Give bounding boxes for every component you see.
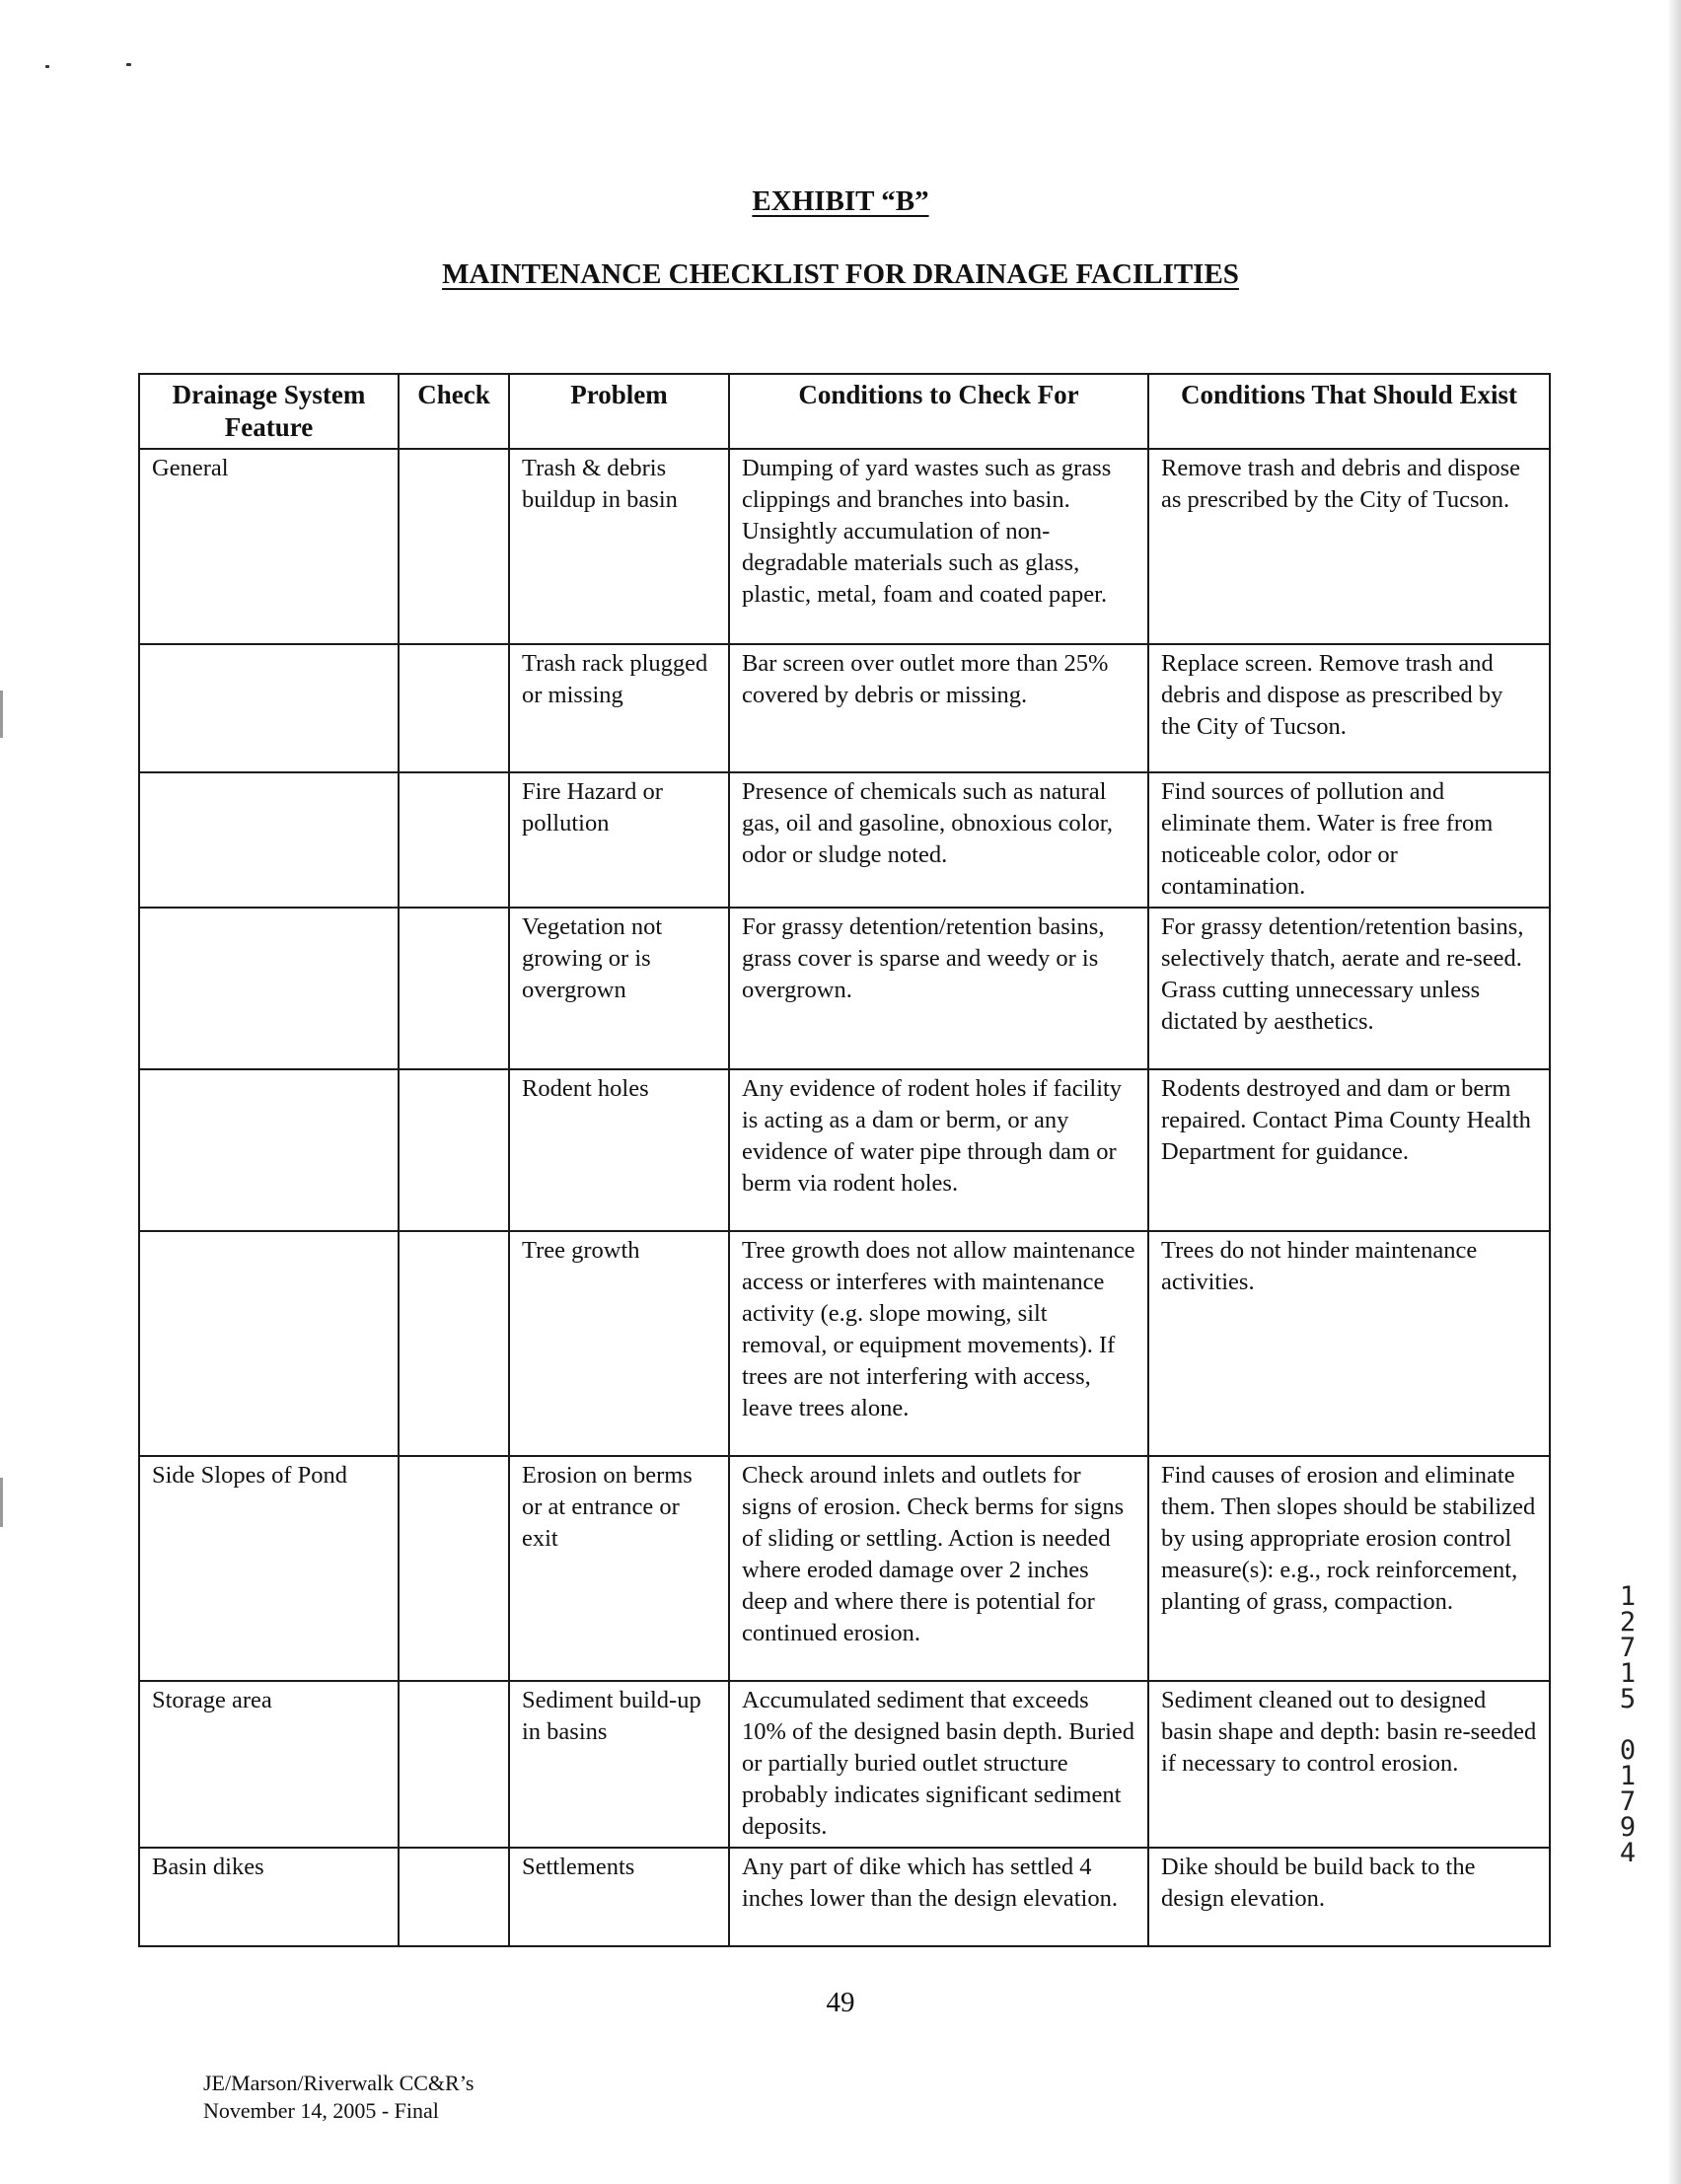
page-number: 49: [826, 1987, 855, 2018]
document-footer: [203, 2070, 474, 2125]
problem-cell: Vegetation not growing or is overgrown: [509, 908, 729, 1069]
feature-cell: [139, 908, 399, 1069]
check-cell: [399, 1456, 509, 1681]
problem-cell: Tree growth: [509, 1231, 729, 1456]
check-for-cell: Bar screen over outlet more than 25% covered by debris or missing.: [729, 644, 1148, 772]
should-exist-cell: Remove trash and debris and dispose as prescribed by the City of Tucson.: [1148, 449, 1550, 644]
stamp-digit: 4: [1619, 1838, 1637, 1868]
scan-edge-mark: [0, 1478, 3, 1527]
header-conditions-to-check: Conditions to Check For: [729, 374, 1148, 449]
stamp-digit: 9: [1619, 1812, 1637, 1843]
should-exist-cell: Dike should be build back to the design elevation.: [1148, 1848, 1550, 1946]
table-row: [139, 772, 1550, 908]
check-for-cell: For grassy detention/retention basins, grass cover is sparse and weedy or is overgrown.: [729, 908, 1148, 1069]
maintenance-checklist-table: [138, 373, 1551, 1947]
check-for-cell: Tree growth does not allow maintenance access or interferes with maintenance activity (e.g. slope mowing, silt removal, or equipment movements). If trees are not interfering with access, leave trees alone.: [729, 1231, 1148, 1456]
should-exist-cell: Find causes of erosion and eliminate them. Then slopes should be stabilized by using appropriate erosion control measure(s): e.g., rock reinforcement, planting of grass, compaction.: [1148, 1456, 1550, 1681]
header-problem: Problem: [509, 374, 729, 449]
feature-cell: Side Slopes of Pond: [139, 1456, 399, 1681]
table-row: [139, 1069, 1550, 1231]
stamp-digit: 5: [1619, 1684, 1637, 1714]
should-exist-cell: Rodents destroyed and dam or berm repaired. Contact Pima County Health Department for guidance.: [1148, 1069, 1550, 1231]
feature-cell: [139, 644, 399, 772]
table-row: [139, 1231, 1550, 1456]
stamp-digit: 1: [1619, 1658, 1637, 1689]
should-exist-cell: Find sources of pollution and eliminate them. Water is free from noticeable color, odor or contamination.: [1148, 772, 1550, 908]
check-cell: [399, 1848, 509, 1946]
check-cell: [399, 908, 509, 1069]
should-exist-cell: Trees do not hinder maintenance activities.: [1148, 1231, 1550, 1456]
problem-cell: Trash & debris buildup in basin: [509, 449, 729, 644]
header-feature: Drainage System Feature: [139, 374, 399, 449]
header-check: Check: [399, 374, 509, 449]
stamp-digit: 1: [1619, 1581, 1637, 1612]
table-row: [139, 644, 1550, 772]
should-exist-cell: Sediment cleaned out to designed basin shape and depth: basin re-seeded if necessary to control erosion.: [1148, 1681, 1550, 1848]
feature-cell: Storage area: [139, 1681, 399, 1848]
scan-speck: [45, 65, 49, 68]
check-for-cell: Check around inlets and outlets for signs of erosion. Check berms for signs of sliding or settling. Action is needed where eroded damage over 2 inches deep and where there is potential for continued erosion.: [729, 1456, 1148, 1681]
problem-cell: Fire Hazard or pollution: [509, 772, 729, 908]
should-exist-cell: Replace screen. Remove trash and debris and dispose as prescribed by the City of Tucson.: [1148, 644, 1550, 772]
table-row: [139, 908, 1550, 1069]
footer-date: November 14, 2005 - Final: [203, 2098, 439, 2123]
check-cell: [399, 772, 509, 908]
footer-reference: JE/Marson/Riverwalk CC&R’s: [203, 2071, 475, 2095]
feature-cell: Basin dikes: [139, 1848, 399, 1946]
stamp-digit: 1: [1619, 1761, 1637, 1791]
header-conditions-should-exist: Conditions That Should Exist: [1148, 374, 1550, 449]
check-cell: [399, 644, 509, 772]
feature-cell: [139, 1069, 399, 1231]
table-row: [139, 1681, 1550, 1848]
feature-cell: General: [139, 449, 399, 644]
check-cell: [399, 1681, 509, 1848]
scan-right-edge: [1667, 0, 1681, 2184]
stamp-digit: 2: [1619, 1607, 1637, 1638]
check-cell: [399, 1069, 509, 1231]
feature-cell: [139, 1231, 399, 1456]
problem-cell: Sediment build-up in basins: [509, 1681, 729, 1848]
scan-edge-mark: [0, 691, 3, 738]
check-for-cell: Any part of dike which has settled 4 inches lower than the design elevation.: [729, 1848, 1148, 1946]
table-row: [139, 449, 1550, 644]
stamp-digit: 7: [1619, 1786, 1637, 1817]
document-stamp-number: [1608, 1581, 1647, 1868]
check-for-cell: Presence of chemicals such as natural gas, oil and gasoline, obnoxious color, odor or sludge noted.: [729, 772, 1148, 908]
stamp-digit: 7: [1619, 1633, 1637, 1663]
problem-cell: Rodent holes: [509, 1069, 729, 1231]
check-cell: [399, 449, 509, 644]
stamp-digit: 0: [1619, 1735, 1637, 1766]
table-header-row: [139, 374, 1550, 449]
problem-cell: Settlements: [509, 1848, 729, 1946]
table-row: [139, 1848, 1550, 1946]
exhibit-title: EXHIBIT “B”: [752, 185, 929, 217]
check-cell: [399, 1231, 509, 1456]
scan-speck: [126, 63, 131, 66]
table-row: [139, 1456, 1550, 1681]
checklist-title: MAINTENANCE CHECKLIST FOR DRAINAGE FACILITIES: [442, 258, 1239, 290]
should-exist-cell: For grassy detention/retention basins, selectively thatch, aerate and re-seed. Grass cutting unnecessary unless dictated by aesthetics.: [1148, 908, 1550, 1069]
feature-cell: [139, 772, 399, 908]
problem-cell: Erosion on berms or at entrance or exit: [509, 1456, 729, 1681]
check-for-cell: Any evidence of rodent holes if facility is acting as a dam or berm, or any evidence of water pipe through dam or berm via rodent holes.: [729, 1069, 1148, 1231]
problem-cell: Trash rack plugged or missing: [509, 644, 729, 772]
check-for-cell: Accumulated sediment that exceeds 10% of the designed basin depth. Buried or partially buried outlet structure probably indicates significant sediment deposits.: [729, 1681, 1148, 1848]
check-for-cell: Dumping of yard wastes such as grass clippings and branches into basin. Unsightly accumulation of non-degradable materials such as glass, plastic, metal, foam and coated paper.: [729, 449, 1148, 644]
